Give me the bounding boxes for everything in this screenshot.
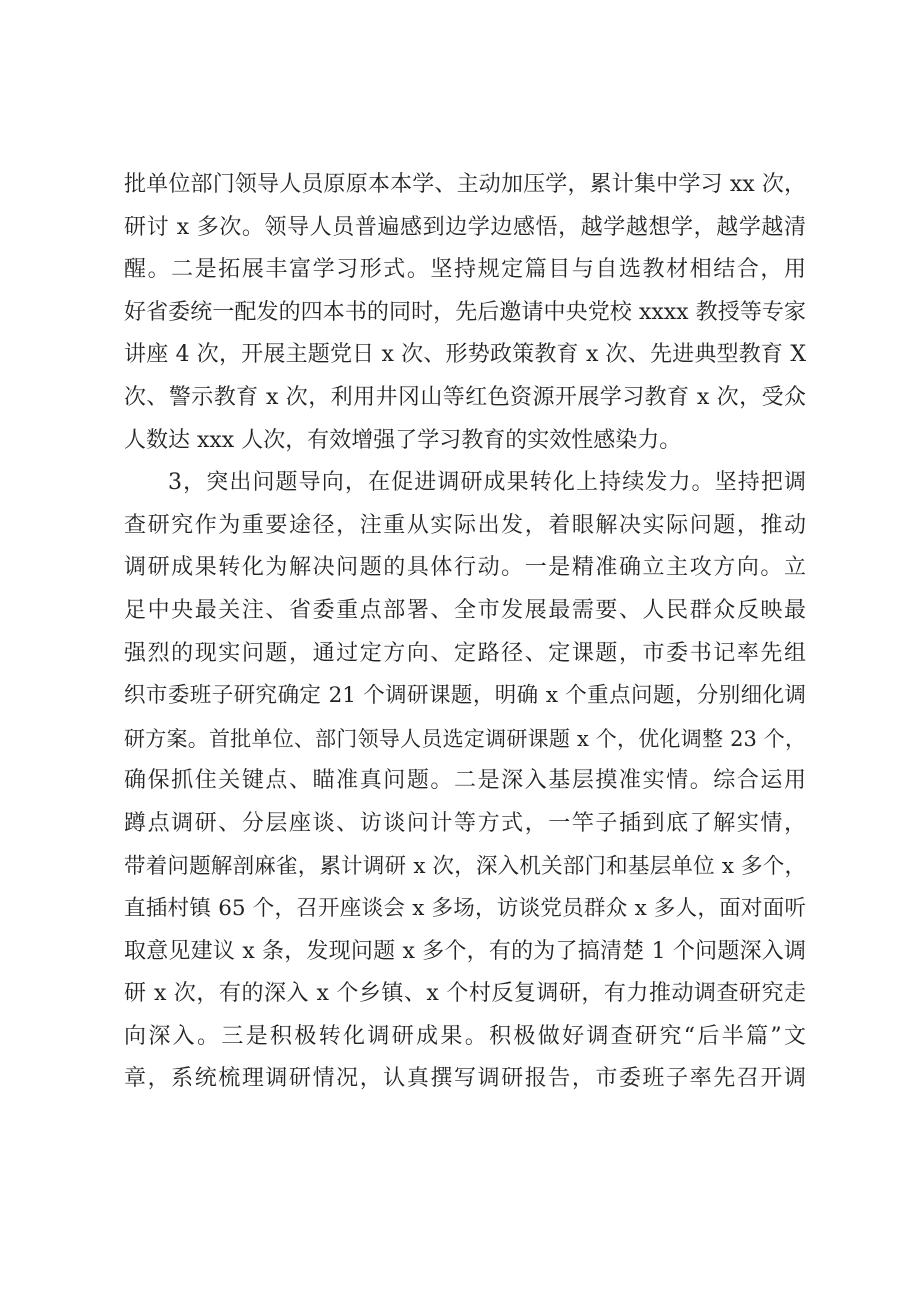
paragraph-2 (124, 462, 806, 1101)
text-line: 章，系统梳理调研情况，认真撰写调研报告，市委班子率先召开调 (124, 1066, 806, 1092)
text-line: 好省委统一配发的四本书的同时，先后邀请中央党校 xxxx 教授等专家 (124, 299, 806, 325)
paragraph-1 (124, 164, 806, 462)
text-line: 查研究作为重要途径，注重从实际出发，着眼解决实际问题，推动 (124, 512, 806, 538)
document-body (124, 164, 806, 1101)
text-line: 向深入。三是积极转化调研成果。积极做好调查研究“后半篇”文 (124, 1023, 806, 1049)
text-line: 研 x 次，有的深入 x 个乡镇、x 个村反复调研，有力推动调查研究走 (124, 981, 806, 1007)
text-line: 直插村镇 65 个，召开座谈会 x 多场，访谈党员群众 x 多人，面对面听 (124, 896, 806, 922)
text-line: 调研成果转化为解决问题的具体行动。一是精准确立主攻方向。立 (124, 555, 806, 581)
text-line: 醒。二是拓展丰富学习形式。坚持规定篇目与自选教材相结合，用 (124, 257, 806, 283)
text-line: 带着问题解剖麻雀，累计调研 x 次，深入机关部门和基层单位 x 多个， (124, 853, 806, 879)
text-line: 讲座 4 次，开展主题党日 x 次、形势政策教育 x 次、先进典型教育 X (124, 342, 806, 368)
text-line: 取意见建议 x 条，发现问题 x 多个，有的为了搞清楚 1 个问题深入调 (124, 938, 806, 964)
text-line: 次、警示教育 x 次，利用井冈山等红色资源开展学习教育 x 次，受众 (124, 384, 806, 410)
text-line: 确保抓住关键点、瞄准真问题。二是深入基层摸准实情。综合运用 (124, 768, 806, 794)
text-line: 织市委班子研究确定 21 个调研课题，明确 x 个重点问题，分别细化调 (124, 683, 806, 709)
text-line: 强烈的现实问题，通过定方向、定路径、定课题，市委书记率先组 (124, 640, 806, 666)
text-line: 人数达 xxx 人次，有效增强了学习教育的实效性感染力。 (124, 427, 682, 453)
text-line: 研方案。首批单位、部门领导人员选定调研课题 x 个，优化调整 23 个， (124, 726, 806, 751)
text-line: 批单位部门领导人员原原本本学、主动加压学，累计集中学习 xx 次， (124, 172, 806, 197)
text-line: 蹲点调研、分层座谈、访谈问计等方式，一竿子插到底了解实情， (124, 810, 806, 836)
text-line: 研讨 x 多次。领导人员普遍感到边学边感悟，越学越想学，越学越清 (124, 214, 806, 240)
text-line: 足中央最关注、省委重点部署、全市发展最需要、人民群众反映最 (124, 597, 806, 623)
text-line: 3，突出问题导向，在促进调研成果转化上持续发力。坚持把调 (168, 470, 806, 496)
